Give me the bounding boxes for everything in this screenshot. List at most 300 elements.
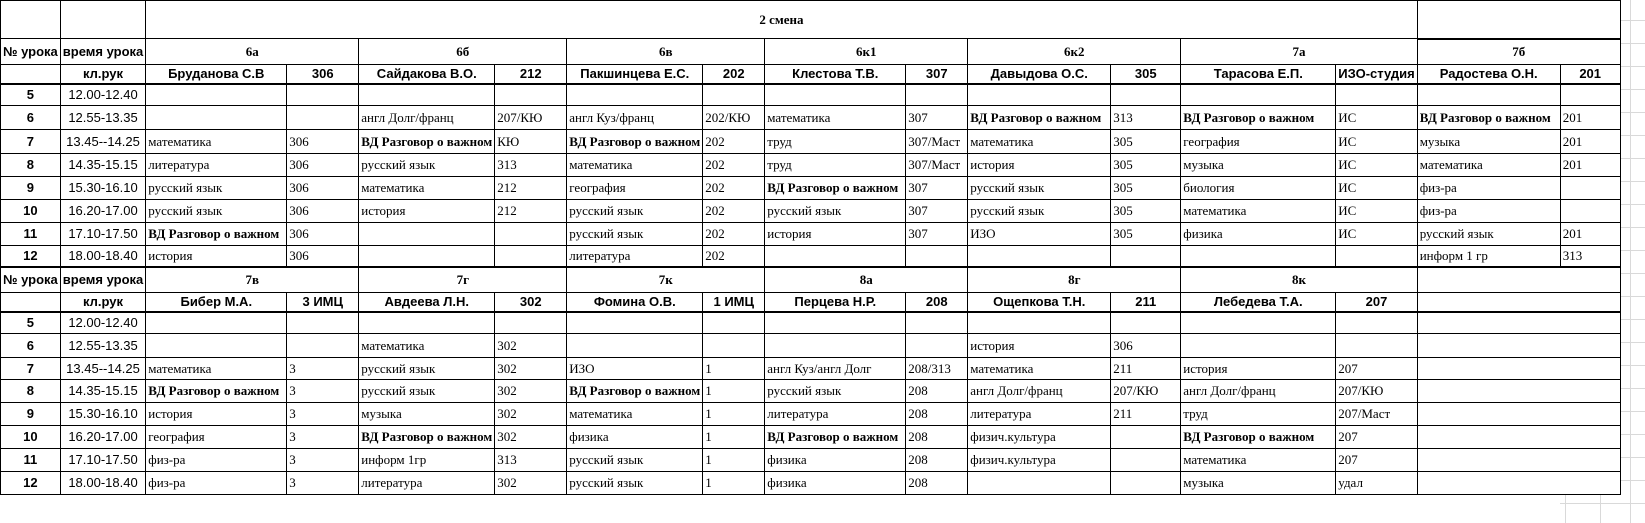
subject-cell: математика [1417,154,1560,177]
subject-cell: труд [1181,403,1336,426]
subject-cell: география [146,426,287,449]
subject-cell: англ Долг/франц [359,106,495,130]
room-cell: 207/КЮ [495,106,567,130]
empty-cell [1,65,61,84]
room-cell [1111,449,1181,472]
room-cell [495,223,567,246]
room-cell: ИС [1336,106,1417,130]
lesson-time-header: время урока [60,39,145,65]
room-cell: 302 [495,358,567,380]
subject-cell: русский язык [968,200,1111,223]
room-cell [495,246,567,267]
subject-cell: ВД Разговор о важном [1417,106,1560,130]
room-cell: 306 [287,223,359,246]
subject-cell: ВД Разговор о важном [146,380,287,403]
room-cell: 302 [495,403,567,426]
subject-cell: музыка [1417,130,1560,154]
subject-cell: информ 1гр [359,449,495,472]
class-teacher-name: Клестова Т.В. [765,65,906,84]
room-cell [1560,177,1620,200]
class-teacher-name: Давыдова О.С. [968,65,1111,84]
room-cell: 313 [1111,106,1181,130]
empty-cell [1417,267,1620,293]
room-cell: 211 [1111,403,1181,426]
room-cell: 307 [906,177,968,200]
room-cell: 207/Маст [1336,403,1417,426]
lesson-row [1,472,1621,495]
lesson-row [1,403,1621,426]
lesson-row [1,154,1621,177]
home-room: 202 [703,65,765,84]
room-cell [1111,84,1181,106]
class-teacher-name: Радостева О.Н. [1417,65,1560,84]
subject-cell: физ-ра [1417,177,1560,200]
lesson-time: 12.55-13.35 [60,334,145,358]
room-cell [287,106,359,130]
subject-cell [567,84,703,106]
empty-cell [1417,334,1620,358]
subject-cell: математика [1181,200,1336,223]
room-cell [1336,334,1417,358]
home-room: 212 [495,65,567,84]
class-teacher-name: Бибер М.А. [146,293,287,312]
room-cell: 201 [1560,154,1620,177]
class-name: 6в [567,39,765,65]
subject-cell: русский язык [567,200,703,223]
home-room: 302 [495,293,567,312]
class-header-row [1,39,1621,65]
subject-cell: физ-ра [1417,200,1560,223]
room-cell: 207 [1336,449,1417,472]
room-cell [906,246,968,267]
lesson-row [1,106,1621,130]
subject-cell: русский язык [359,358,495,380]
empty-cell [1417,358,1620,380]
room-cell [1111,246,1181,267]
room-cell: 1 [703,358,765,380]
subject-cell: ВД Разговор о важном [1181,106,1336,130]
room-cell: 313 [495,154,567,177]
lesson-time: 15.30-16.10 [60,177,145,200]
lesson-number: 8 [1,154,61,177]
subject-cell [765,334,906,358]
class-teacher-label: кл.рук [60,65,145,84]
lesson-row [1,200,1621,223]
room-cell: 305 [1111,130,1181,154]
class-teacher-name: Бруданова С.В [146,65,287,84]
class-name: 7к [567,267,765,293]
room-cell [1111,426,1181,449]
room-cell: 207 [1336,426,1417,449]
subject-cell [359,84,495,106]
teacher-row [1,65,1621,84]
room-cell [1111,472,1181,495]
home-room: 208 [906,293,968,312]
class-header-row [1,267,1621,293]
subject-cell: ВД Разговор о важном [146,223,287,246]
lesson-time: 16.20-17.00 [60,426,145,449]
room-cell: 307 [906,106,968,130]
room-cell: 3 [287,358,359,380]
subject-cell: ВД Разговор о важном [567,130,703,154]
subject-cell: ВД Разговор о важном [567,380,703,403]
subject-cell [1181,312,1336,334]
subject-cell: русский язык [146,200,287,223]
subject-cell: ВД Разговор о важном [1181,426,1336,449]
room-cell: 208 [906,380,968,403]
home-room: 1 ИМЦ [703,293,765,312]
subject-cell [567,334,703,358]
lesson-time: 13.45--14.25 [60,130,145,154]
subject-cell: физика [1181,223,1336,246]
subject-cell [1417,84,1560,106]
room-cell: 305 [1111,200,1181,223]
subject-cell: литература [968,403,1111,426]
empty-cell [1417,312,1620,334]
subject-cell: география [1181,130,1336,154]
subject-cell: русский язык [968,177,1111,200]
teacher-row [1,293,1621,312]
room-cell: ИС [1336,130,1417,154]
empty-cell [1417,426,1620,449]
room-cell: 201 [1560,106,1620,130]
subject-cell [968,472,1111,495]
gridline [1630,0,1631,523]
room-cell [287,334,359,358]
lesson-number: 6 [1,106,61,130]
room-cell: 202 [703,223,765,246]
class-teacher-label: кл.рук [60,293,145,312]
class-name: 7в [146,267,359,293]
subject-cell: англ Долг/франц [1181,380,1336,403]
subject-cell: ВД Разговор о важном [765,177,906,200]
class-name: 7а [1181,39,1417,65]
subject-cell: история [968,154,1111,177]
subject-cell: ВД Разговор о важном [968,106,1111,130]
room-cell: 302 [495,472,567,495]
lesson-number: 6 [1,334,61,358]
lesson-number-header: № урока [1,267,61,293]
room-cell: 302 [495,334,567,358]
lesson-time: 15.30-16.10 [60,403,145,426]
lesson-time: 14.35-15.15 [60,154,145,177]
lesson-number: 10 [1,200,61,223]
room-cell: 3 [287,426,359,449]
class-name: 6к1 [765,39,968,65]
lesson-time: 18.00-18.40 [60,246,145,267]
home-room: 201 [1560,65,1620,84]
class-teacher-name: Авдеева Л.Н. [359,293,495,312]
lesson-row [1,426,1621,449]
room-cell [906,84,968,106]
subject-cell [765,246,906,267]
empty-cell [1417,403,1620,426]
lesson-number: 10 [1,426,61,449]
subject-cell: ИЗО [968,223,1111,246]
room-cell: 207/КЮ [1111,380,1181,403]
class-name: 6а [146,39,359,65]
lesson-number: 11 [1,449,61,472]
lesson-time: 12.00-12.40 [60,84,145,106]
subject-cell: русский язык [765,200,906,223]
room-cell: 1 [703,426,765,449]
room-cell [495,84,567,106]
subject-cell: математика [567,403,703,426]
room-cell [1560,84,1620,106]
room-cell: 202 [703,154,765,177]
lesson-number: 5 [1,84,61,106]
room-cell: 207 [1336,358,1417,380]
room-cell: 307 [906,223,968,246]
lesson-row [1,84,1621,106]
subject-cell [359,223,495,246]
home-room: 305 [1111,65,1181,84]
room-cell: 302 [495,426,567,449]
class-name: 7б [1417,39,1620,65]
subject-cell: математика [968,130,1111,154]
subject-cell: информ 1 гр [1417,246,1560,267]
room-cell: удал [1336,472,1417,495]
lesson-time: 16.20-17.00 [60,200,145,223]
corner-cell [1,1,61,39]
lesson-row [1,380,1621,403]
class-name: 8а [765,267,968,293]
subject-cell: русский язык [567,472,703,495]
lesson-number: 8 [1,380,61,403]
room-cell: 306 [287,200,359,223]
room-cell [906,334,968,358]
room-cell: 306 [287,246,359,267]
room-cell: 307/Маст [906,130,968,154]
lesson-row [1,130,1621,154]
lesson-number: 9 [1,177,61,200]
subject-cell [1181,246,1336,267]
empty-cell [1417,472,1620,495]
empty-cell [1,293,61,312]
subject-cell: русский язык [567,449,703,472]
class-teacher-name: Пакшинцева Е.С. [567,65,703,84]
class-name: 7г [359,267,567,293]
subject-cell: биология [1181,177,1336,200]
subject-cell: русский язык [1417,223,1560,246]
lesson-time: 12.00-12.40 [60,312,145,334]
lesson-number-header: № урока [1,39,61,65]
subject-cell: физ-ра [146,472,287,495]
room-cell: 1 [703,403,765,426]
subject-cell [765,312,906,334]
room-cell [703,84,765,106]
room-cell: 307 [906,200,968,223]
room-cell [1336,84,1417,106]
lesson-number: 7 [1,130,61,154]
room-cell: 1 [703,449,765,472]
lesson-number: 11 [1,223,61,246]
room-cell: 208 [906,426,968,449]
subject-cell: история [146,246,287,267]
room-cell: 202 [703,130,765,154]
class-name: 8г [968,267,1181,293]
subject-cell [765,84,906,106]
home-room: 307 [906,65,968,84]
subject-cell: география [567,177,703,200]
subject-cell: ВД Разговор о важном [765,426,906,449]
home-room: 306 [287,65,359,84]
room-cell: ИС [1336,223,1417,246]
room-cell: 306 [287,154,359,177]
room-cell: 313 [1560,246,1620,267]
gridline [1560,503,1645,504]
subject-cell [1181,334,1336,358]
lesson-time: 17.10-17.50 [60,449,145,472]
room-cell: 211 [1111,358,1181,380]
room-cell [703,312,765,334]
room-cell: 202 [703,177,765,200]
room-cell: 201 [1560,130,1620,154]
subject-cell [146,84,287,106]
subject-cell [968,84,1111,106]
subject-cell: математика [359,334,495,358]
room-cell: 307/Маст [906,154,968,177]
empty-cell [1417,1,1620,39]
subject-cell [1181,84,1336,106]
subject-cell [968,312,1111,334]
room-cell [287,312,359,334]
lesson-number: 12 [1,472,61,495]
subject-cell [146,312,287,334]
home-room: 3 ИМЦ [287,293,359,312]
subject-cell [146,106,287,130]
lesson-time: 17.10-17.50 [60,223,145,246]
room-cell: 305 [1111,223,1181,246]
subject-cell: математика [359,177,495,200]
room-cell: ИС [1336,200,1417,223]
lesson-row [1,358,1621,380]
room-cell: 305 [1111,154,1181,177]
subject-cell: физ-ра [146,449,287,472]
subject-cell: математика [968,358,1111,380]
room-cell: 202 [703,200,765,223]
room-cell: 306 [287,177,359,200]
corner-cell [60,1,145,39]
subject-cell: математика [765,106,906,130]
room-cell: 302 [495,380,567,403]
subject-cell: русский язык [765,380,906,403]
lesson-row [1,312,1621,334]
subject-cell: ВД Разговор о важном [359,426,495,449]
class-name: 8к [1181,267,1417,293]
room-cell: 208 [906,449,968,472]
lesson-row [1,246,1621,267]
subject-cell: литература [359,472,495,495]
lesson-row [1,334,1621,358]
room-cell: ИС [1336,154,1417,177]
subject-cell: труд [765,154,906,177]
subject-cell [968,246,1111,267]
room-cell: 3 [287,380,359,403]
room-cell: ИС [1336,177,1417,200]
subject-cell: русский язык [567,223,703,246]
subject-cell: история [359,200,495,223]
room-cell: 212 [495,200,567,223]
room-cell [287,84,359,106]
room-cell [906,312,968,334]
lesson-row [1,223,1621,246]
lesson-row [1,177,1621,200]
subject-cell: музыка [1181,472,1336,495]
subject-cell [146,334,287,358]
class-teacher-name: Лебедева Т.А. [1181,293,1336,312]
subject-cell: русский язык [146,177,287,200]
subject-cell: математика [146,130,287,154]
room-cell: КЮ [495,130,567,154]
subject-cell: история [765,223,906,246]
subject-cell: физика [765,449,906,472]
subject-cell: математика [1181,449,1336,472]
room-cell: 208 [906,472,968,495]
room-cell: 1 [703,472,765,495]
class-name: 6к2 [968,39,1181,65]
lesson-number: 5 [1,312,61,334]
empty-cell [1417,380,1620,403]
room-cell: 207/КЮ [1336,380,1417,403]
room-cell: 3 [287,449,359,472]
room-cell: 3 [287,403,359,426]
home-room: ИЗО-студия [1336,65,1417,84]
room-cell: 212 [495,177,567,200]
subject-cell: физич.культура [968,426,1111,449]
lesson-time: 14.35-15.15 [60,380,145,403]
subject-cell [359,246,495,267]
subject-cell: физика [567,426,703,449]
subject-cell: история [146,403,287,426]
room-cell: 208/313 [906,358,968,380]
subject-cell: музыка [359,403,495,426]
room-cell: 202/КЮ [703,106,765,130]
lesson-number: 9 [1,403,61,426]
room-cell: 208 [906,403,968,426]
subject-cell: русский язык [359,154,495,177]
subject-cell: русский язык [359,380,495,403]
subject-cell: англ Долг/франц [968,380,1111,403]
lesson-time: 18.00-18.40 [60,472,145,495]
room-cell: 201 [1560,223,1620,246]
room-cell [495,312,567,334]
room-cell: 202 [703,246,765,267]
subject-cell: литература [146,154,287,177]
lesson-time-header: время урока [60,267,145,293]
subject-cell: история [968,334,1111,358]
subject-cell: ИЗО [567,358,703,380]
class-name: 6б [359,39,567,65]
subject-cell: музыка [1181,154,1336,177]
subject-cell: ВД Разговор о важном [359,130,495,154]
empty-cell [1417,449,1620,472]
subject-cell: история [1181,358,1336,380]
class-teacher-name: Сайдакова В.О. [359,65,495,84]
subject-cell: математика [146,358,287,380]
room-cell: 3 [287,472,359,495]
lesson-time: 12.55-13.35 [60,106,145,130]
class-teacher-name: Тарасова Е.П. [1181,65,1336,84]
lesson-time: 13.45--14.25 [60,358,145,380]
subject-cell: физика [765,472,906,495]
lesson-number: 12 [1,246,61,267]
subject-cell: англ Куз/франц [567,106,703,130]
room-cell [703,334,765,358]
subject-cell: физич.культура [968,449,1111,472]
empty-cell [1417,293,1620,312]
room-cell [1560,200,1620,223]
